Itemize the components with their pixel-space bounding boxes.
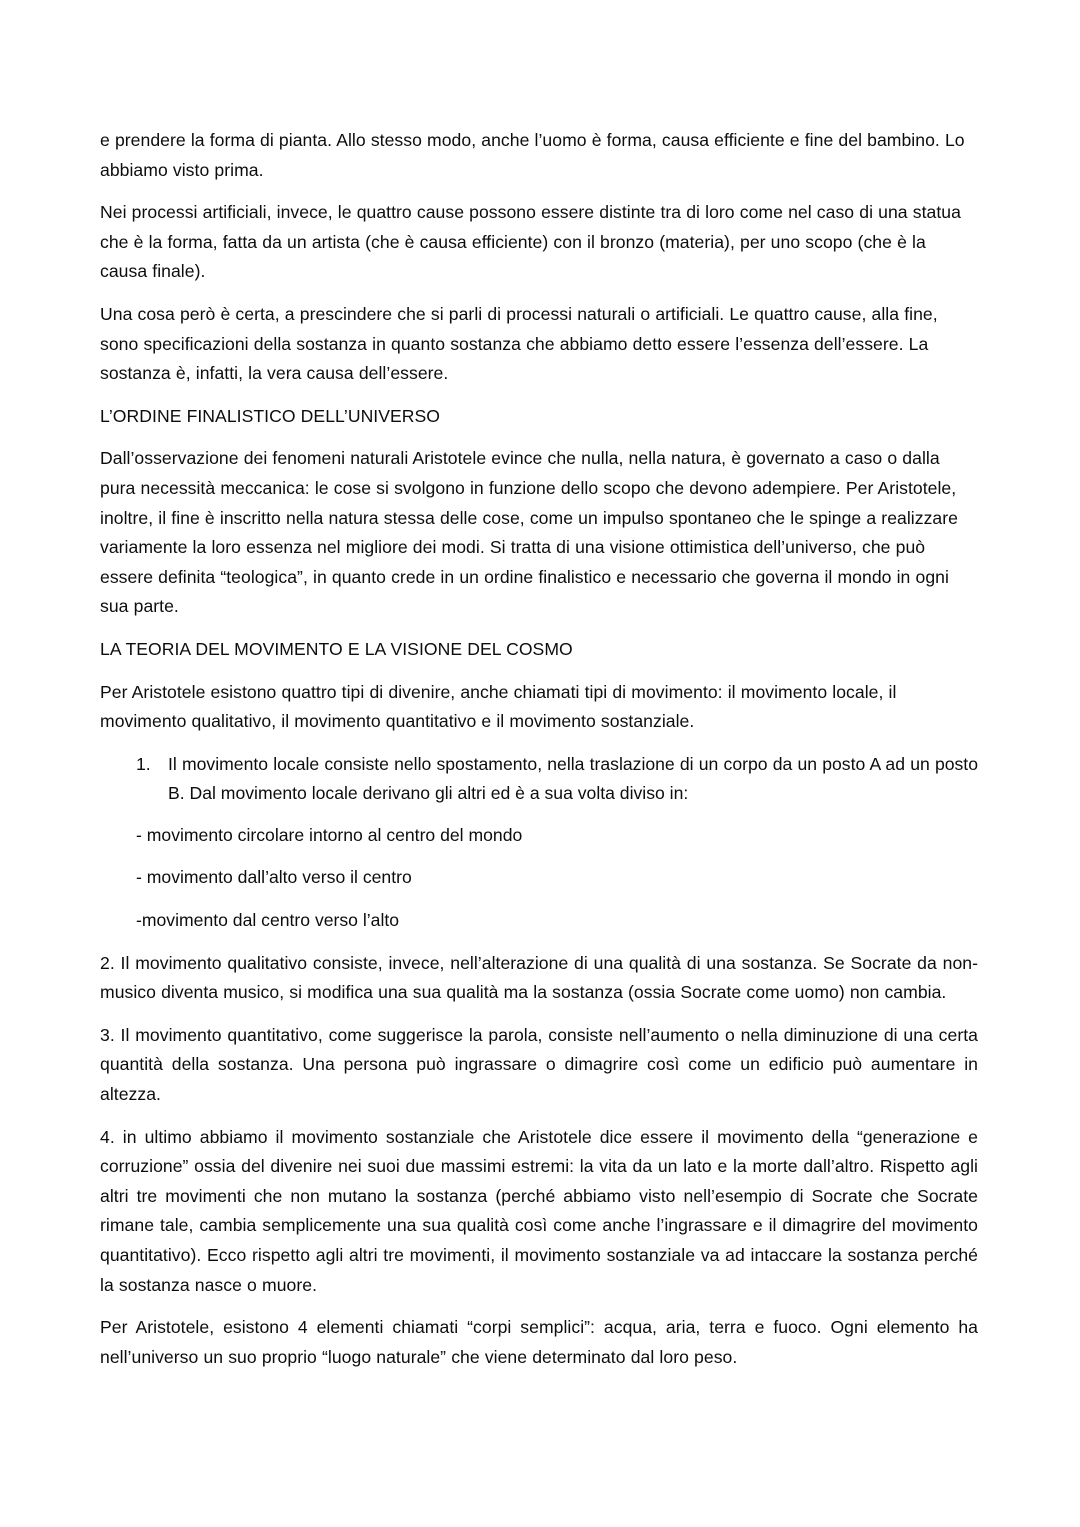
list-item-text: Il movimento locale consiste nello spostamento, nella traslazione di un corpo da un posto A ad un posto B. Dal movimento locale derivano gli altri ed è a sua volta diviso in: xyxy=(168,753,978,804)
numbered-list-movimenti xyxy=(100,750,978,809)
paragraph-processi-artificiali: Nei processi artificiali, invece, le quattro cause possono essere distinte tra di loro come nel caso di una statua che è la forma, fatta da un artista (che è causa efficiente) con il bronzo (materia), per uno scopo (che è la causa finale). xyxy=(100,202,961,282)
paragraph-movimento-sostanziale: 4. in ultimo abbiamo il movimento sostanziale che Aristotele dice essere il movimento della “generazione e corruzione” ossia del divenire nei suoi due massimi estremi: la vita da un lato e la morte dall’altro. Rispetto agli altri tre movimenti che non mutano la sostanza (perché abbiamo visto nell’esempio di Socrate che Socrate rimane tale, cambia semplicemente una sua qualità così come anche l’ingrassare e il dimagrire del movimento quantitativo). Ecco rispetto agli altri tre movimenti, il movimento sostanziale va ad intaccare la sostanza perché la sostanza nasce o muore. xyxy=(100,1126,978,1295)
paragraph-corpi-semplici: Per Aristotele, esistono 4 elementi chiamati “corpi semplici”: acqua, aria, terra e fuoco. Ogni elemento ha nell’universo un suo proprio “luogo naturale” che viene determinato dal loro peso. xyxy=(100,1317,978,1367)
section-heading-ordine-finalistico: L’ORDINE FINALISTICO DELL’UNIVERSO xyxy=(100,405,441,426)
paragraph-ordine-finalistico-body: Dall’osservazione dei fenomeni naturali Aristotele evince che nulla, nella natura, è governato a caso o dalla pura necessità meccanica: le cose si svolgono in funzione dello scopo che devono adempiere. Per Aristotele, inoltre, il fine è inscritto nella natura stessa delle cose, come un impulso spontaneo che le spinge a realizzare variamente la loro essenza nel migliore dei modi. Si tratta di una visione ottimistica dell’universo, che può essere definita “teologica”, in quanto crede in un ordine finalistico e necessario che governa il mondo in ogni sua parte. xyxy=(100,448,958,617)
dash-sublist-movimento-locale xyxy=(100,821,978,936)
paragraph-intro-pianta: e prendere la forma di pianta. Allo stesso modo, anche l’uomo è forma, causa efficiente e fine del bambino. Lo abbiamo visto prima. xyxy=(100,130,965,180)
list-item xyxy=(136,750,978,809)
dash-item: - movimento circolare intorno al centro del mondo xyxy=(136,824,523,845)
dash-item: -movimento dal centro verso l’alto xyxy=(136,910,400,931)
paragraph-movimento-quantitativo: 3. Il movimento quantitativo, come suggerisce la parola, consiste nell’aumento o nella diminuzione di una certa quantità della sostanza. Una persona può ingrassare o dimagrire così come un edificio può aumentare in altezza. xyxy=(100,1024,978,1105)
paragraph-movimento-qualitativo: 2. Il movimento qualitativo consiste, invece, nell’alterazione di una qualità di una sostanza. Se Socrate da non-musico diventa musico, si modifica una sua qualità ma la sostanza (ossia Socrate come uomo) non cambia. xyxy=(100,952,978,1003)
document-body xyxy=(100,126,978,1372)
paragraph-quattro-tipi-divenire: Per Aristotele esistono quattro tipi di divenire, anche chiamati tipi di movimento: il movimento locale, il movimento qualitativo, il movimento quantitativo e il movimento sostanziale. xyxy=(100,681,897,732)
dash-item: - movimento dall’alto verso il centro xyxy=(136,867,412,888)
section-heading-teoria-movimento: LA TEORIA DEL MOVIMENTO E LA VISIONE DEL COSMO xyxy=(100,638,573,659)
paragraph-quattro-cause-sostanza: Una cosa però è certa, a prescindere che si parli di processi naturali o artificiali. Le quattro cause, alla fine, sono specificazioni della sostanza in quanto sostanza che abbiamo detto essere l’essenza dell’essere. La sostanza è, infatti, la vera causa dell’essere. xyxy=(100,303,938,384)
list-item-marker: 1. xyxy=(136,753,151,774)
